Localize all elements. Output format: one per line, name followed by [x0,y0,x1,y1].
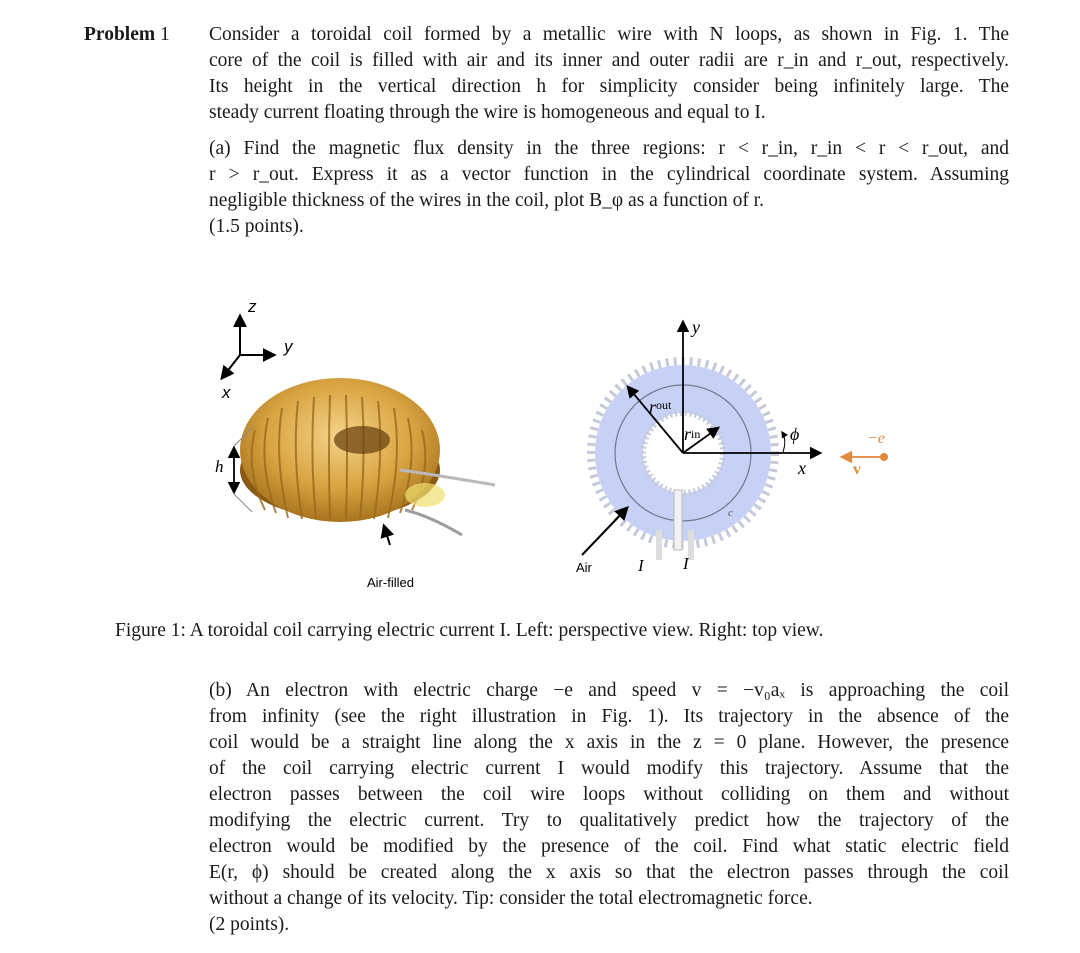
x-label: x [222,383,231,402]
x-axis-arrow [222,355,240,378]
intro-line: Consider a toroidal coil formed by a metallic wire with N loops, as shown in Fig. 1. The [209,24,1009,45]
air-filled-label: Air-filled [367,575,414,590]
intro-paragraph [209,22,1009,126]
part-a-paragraph [209,136,1009,240]
part-b-points: (2 points). [209,914,290,935]
part-a-points: (1.5 points). [209,216,304,237]
part-b-line: without a change of its velocity. Tip: consider the total electromagnetic force. [209,888,813,909]
part-a-line: r > r_out. Express it as a vector function in the cylindrical coordinate system. Assuming [209,164,1009,185]
right-x-label: x [798,458,806,478]
part-b-line: E(r, ϕ) should be created along the x axis so that the electron passes through the coil [209,862,1009,883]
part-a-line: negligible thickness of the wires in the coil, plot B_φ as a function of r. [209,190,764,211]
phi-arc [782,432,785,452]
part-b-line: coil would be a straight line along the x axis in the z = 0 plane. However, the presence [209,732,1009,753]
electron-dot [880,453,888,461]
height-label: h [215,457,224,476]
z-label: z [248,297,257,316]
intro-line: steady current floating through the wire is homogeneous and equal to I. [209,102,766,123]
problem-label: Problem [84,24,156,45]
problem-heading [84,22,170,48]
part-b-line: of the coil carrying electric current I would modify this trajectory. Assume that the [209,758,1009,779]
contour-label: c [728,507,733,519]
toroidal-coil-perspective [240,378,495,535]
r-out-label: $r^{out}$ [649,397,672,417]
left-axes-triad [221,297,294,402]
velocity-label: v [853,461,861,478]
figure-caption: Figure 1: A toroidal coil carrying electric current I. Left: perspective view. Right: top view. [115,620,824,641]
intro-line: Its height in the vertical direction h for simplicity consider being infinitely large. The [209,76,1009,97]
current-label-right: I [683,554,689,573]
part-b-line: (b) An electron with electric charge −e and speed v = −v₀aₓ is approaching the coil [209,680,1009,701]
air-label: Air [576,560,592,575]
electron-charge-label: −e [867,430,885,447]
part-b-line: electron passes between the coil wire loops without colliding on them and without [209,784,1009,805]
part-b-line: electron would be modified by the presence of the coil. Find what static electric field [209,836,1009,857]
part-b-paragraph [209,678,1009,938]
y-label: y [284,337,293,356]
r-in-label: rin [684,424,701,444]
intro-line: core of the coil is filled with air and its inner and outer radii are r_in and r_out, respectively. [209,50,1009,71]
air-pointer [582,508,627,555]
air-filled-pointer [384,526,390,545]
current-label-left: I [638,556,644,575]
problem-number: 1 [160,24,170,45]
phi-label: ϕ [790,424,800,444]
part-b-line: from infinity (see the right illustration in Fig. 1). Its trajectory in the absence of the [209,706,1009,727]
part-b-line: modifying the electric current. Try to qualitatively predict how the trajectory of the [209,810,1009,831]
part-a-line: (a) Find the magnetic flux density in the three regions: r < r_in, r_in < r < r_out, and [209,138,1009,159]
figure-1 [0,280,1080,600]
right-y-label: y [692,317,700,337]
